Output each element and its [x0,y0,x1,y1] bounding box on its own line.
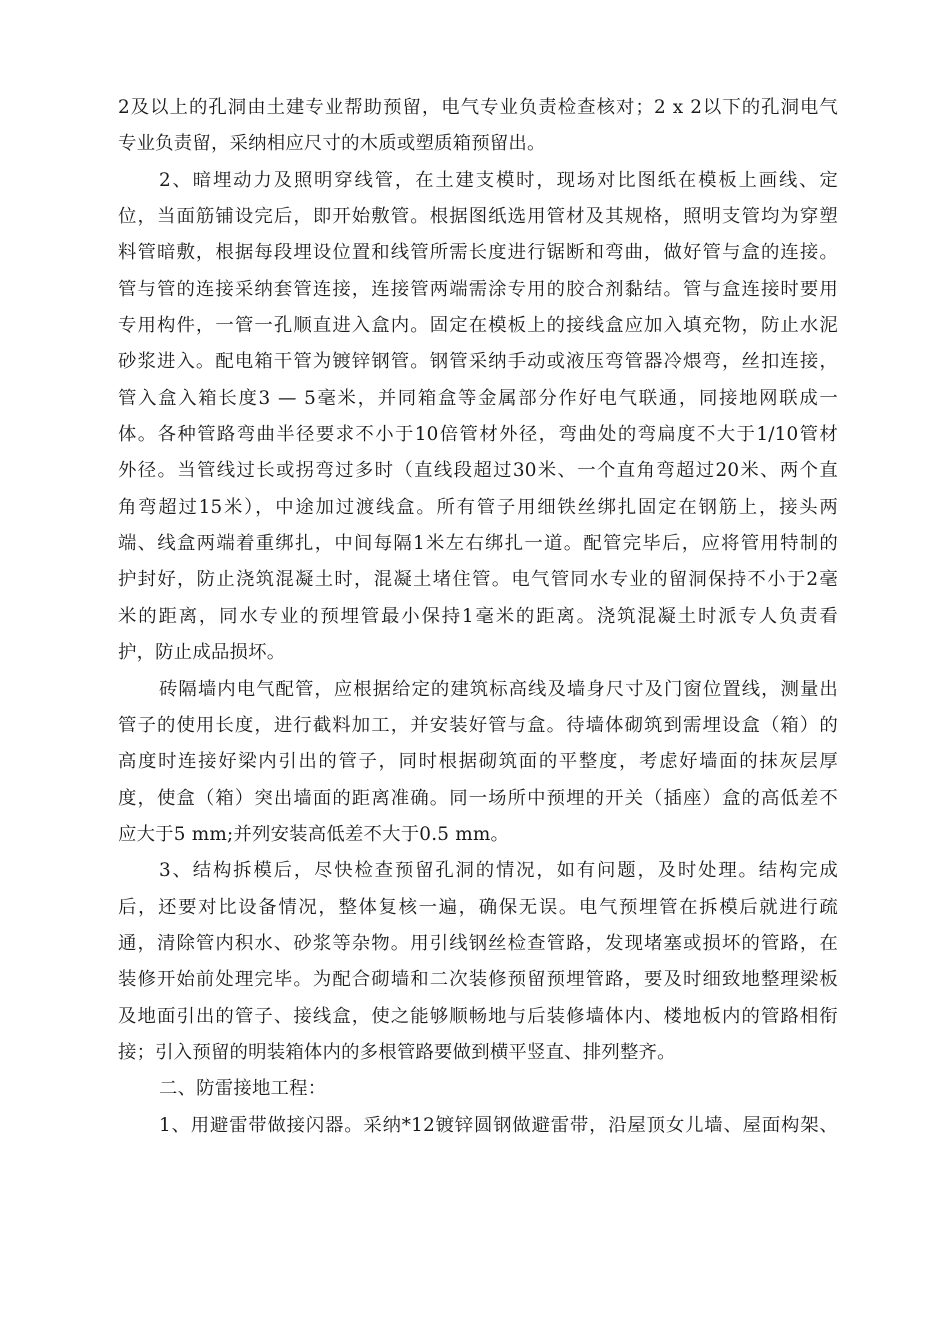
text-line: 管入盒入箱长度3 — 5毫米，并同箱盒等金属部分作好电气联通，同接地网联成一 [118,387,838,409]
text-line: 应大于5 mm;并列安装高低差不大于0.5 mm。 [118,823,510,845]
text-line: 端、线盒两端着重绑扎，中间每隔1米左右绑扎一道。配管完毕后，应将管用特制的 [118,533,838,555]
text-line: 1、用避雷带做接闪器。采纳*12镀锌圆钢做避雷带，沿屋顶女儿墙、屋面构架、 [159,1114,838,1136]
text-line: 米的距离，同水专业的预埋管最小保持1毫米的距离。浇筑混凝土时派专人负责看 [118,605,838,627]
text-line: 装修开始前处理完毕。为配合砌墙和二次装修预留预埋管路，要及时细致地整理梁板 [118,969,838,991]
text-line: 2、暗埋动力及照明穿线管，在土建支模时，现场对比图纸在模板上画线、定 [159,169,838,191]
text-line: 砖隔墙内电气配管，应根据给定的建筑标高线及墙身尺寸及门窗位置线，测量出 [159,678,838,700]
text-line: 专业负责留，采纳相应尺寸的木质或塑质箱预留出。 [118,133,546,155]
text-line: 及地面引出的管子、接线盒，使之能够顺畅地与后装修墙体内、楼地板内的管路相衔 [118,1005,838,1027]
text-line: 料管暗敷，根据每段埋设位置和线管所需长度进行锯断和弯曲，做好管与盒的连接。 [118,242,838,264]
text-line: 位，当面筋铺设完后，即开始敷管。根据图纸选用管材及其规格，照明支管均为穿塑 [118,206,838,228]
text-line: 后，还要对比设备情况，整体复核一遍，确保无误。电气预埋管在拆模后就进行疏 [118,896,838,918]
text-line: 通，清除管内积水、砂浆等杂物。用引线钢丝检查管路，发现堵塞或损坏的管路，在 [118,932,838,954]
text-line: 角弯超过15米），中途加过渡线盒。所有管子用细铁丝绑扎固定在钢筋上，接头两 [118,496,838,518]
text-line: 度，使盒（箱）突出墙面的距离准确。同一场所中预埋的开关（插座）盒的高低差不 [118,787,838,809]
text-line: 砂浆进入。配电箱干管为镀锌钢管。钢管采纳手动或液压弯管器冷煨弯，丝扣连接， [118,351,838,373]
text-line: 体。各种管路弯曲半径要求不小于10倍管材外径，弯曲处的弯扁度不大于1/10管材 [118,424,838,446]
text-line: 护，防止成品损坏。 [118,642,286,664]
text-line: 外径。当管线过长或拐弯过多时（直线段超过30米、一个直角弯超过20米、两个直 [118,460,838,482]
text-line: 3、结构拆模后，尽快检查预留孔洞的情况，如有问题，及时处理。结构完成 [159,860,838,882]
text-line: 高度时连接好梁内引出的管子，同时根据砌筑面的平整度，考虑好墙面的抹灰层厚 [118,751,838,773]
text-line: 管与管的连接采纳套管连接，连接管两端需涂专用的胶合剂黏结。管与盒连接时要用 [118,278,838,300]
text-line: 接；引入预留的明装箱体内的多根管路要做到横平竖直、排列整齐。 [118,1041,676,1063]
text-line: 2及以上的孔洞由土建专业帮助预留，电气专业负责检查核对；2 x 2以下的孔洞电气 [118,97,838,118]
section-heading: 二、防雷接地工程： [159,1078,327,1100]
text-line: 护封好，防止浇筑混凝土时，混凝土堵住管。电气管同水专业的留洞保持不小于2毫 [118,569,838,591]
text-line: 管子的使用长度，进行截料加工，并安装好管与盒。待墙体砌筑到需埋设盒（箱）的 [118,714,838,736]
document-body [118,90,838,1144]
text-line: 专用构件，一管一孔顺直进入盒内。固定在模板上的接线盒应加入填充物，防止水泥 [118,315,838,337]
